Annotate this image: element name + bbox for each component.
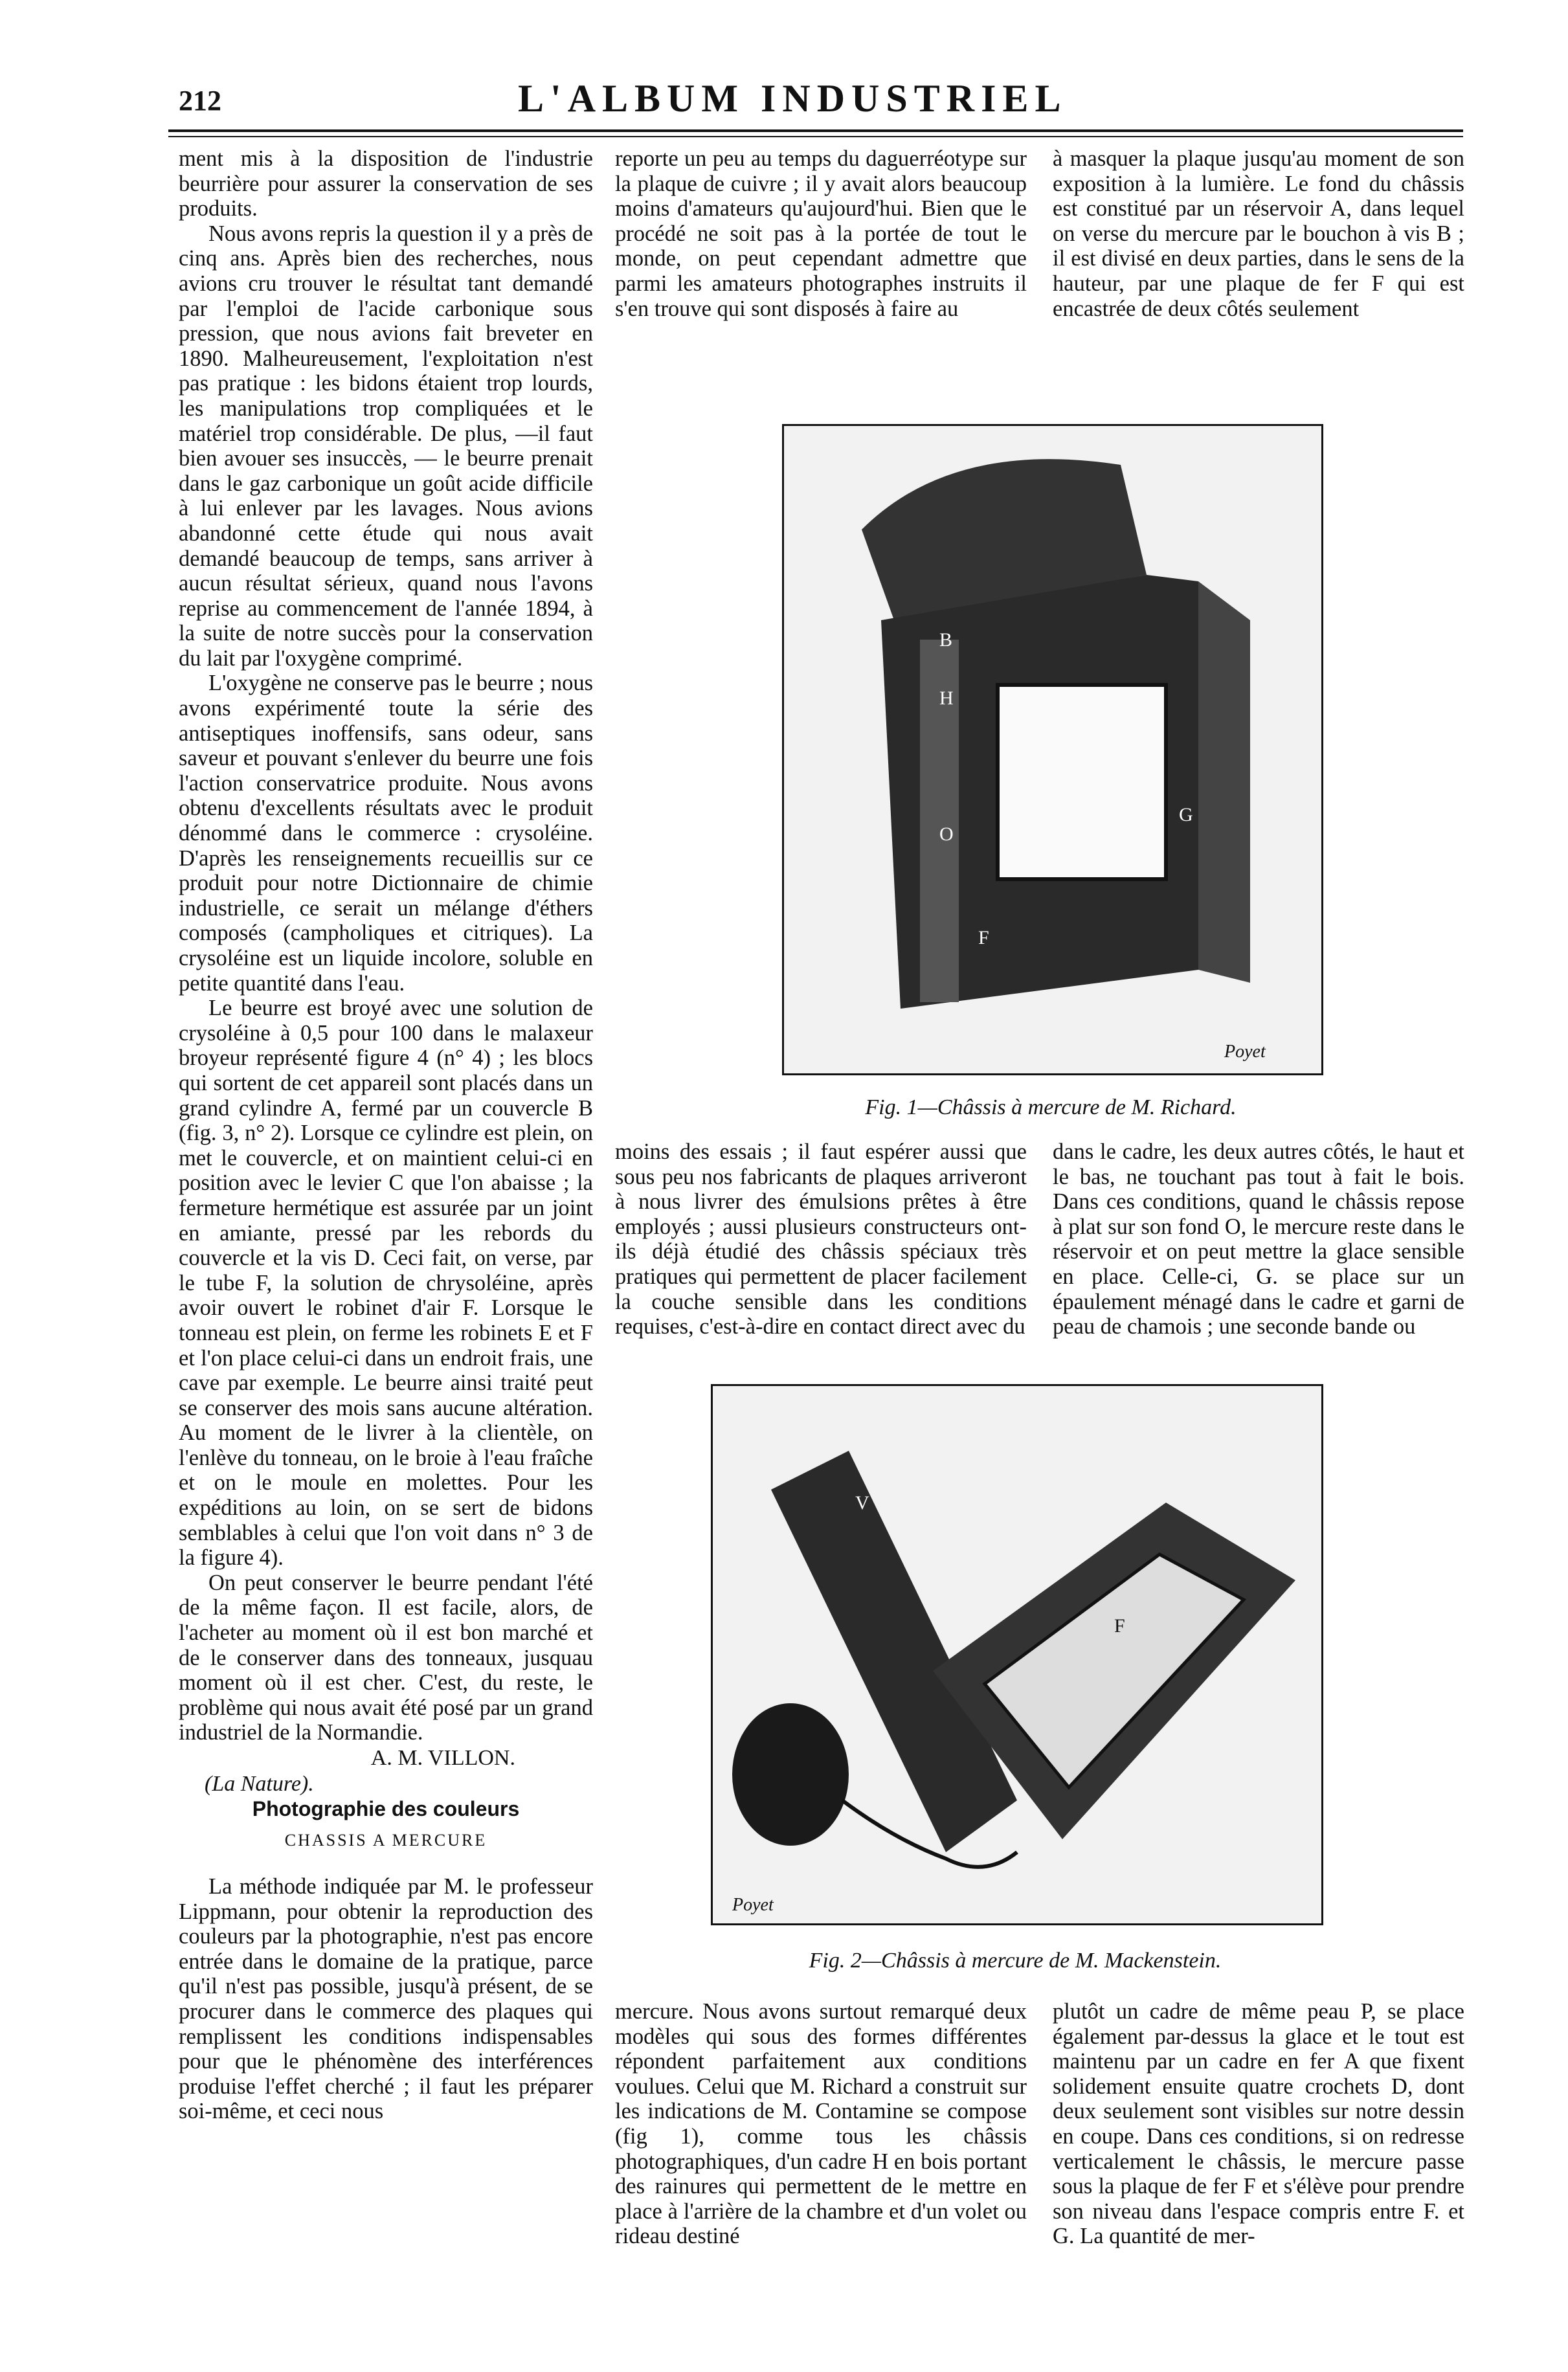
paragraph: Nous avons repris la question il y a près de cinq ans. Après bien des recherches, nous avions cru trouver le résultat tant demandé par l'emploi de l'acide carbonique sous pression, que nous avions fait breveter en 1890. Malheureusement, l'exploitation n'est pas pratique : les bidons étaient trop lourds, les manipulations trop compliquées et le matériel trop considérable. De plus, —il faut bien avouer ses insuccès, — le beurre prenait dans le gaz carbonique un goût acide difficile à lui enlever par les lavages. Nous avions abandonné cette étude qui nous avait demandé beaucoup de temps, sans arriver à aucun résultat sérieux, quand nous l'avons reprise au commencement de l'année 1894, à la suite de notre succès pour la conservation du lait par l'oxygène comprimé. xyxy=(179,221,593,671)
paragraph: On peut conserver le beurre pendant l'été de la même façon. Il est facile, alors, de l'acheter au moment où il est bon marché et de le conserver dans des tonneaux, jusquau moment où il est cher. C'est, du reste, le problème qui nous avait été posé par un grand industriel de la Normandie. xyxy=(179,1570,593,1745)
article-source: (La Nature). xyxy=(205,1772,314,1796)
figure-2-letter-V: V xyxy=(855,1492,869,1514)
figure-1-caption: Fig. 1—Châssis à mercure de M. Richard. xyxy=(865,1095,1237,1119)
paragraph: mercure. Nous avons surtout remarqué deux modèles qui sous des formes différentes répondent parfaitement aux conditions voulues. Celui que M. Richard a construit sur les indications de M. Contamine se compose (fig 1), comme tous les châssis photographiques, d'un cadre H en bois portant des rainures qui permettent de le mettre en place à l'arrière de la chambre et d'un volet ou rideau destiné xyxy=(615,1999,1027,2249)
figure-1-letter-B: B xyxy=(939,629,953,651)
paragraph: plutôt un cadre de même peau P, se place également par-dessus la glace et le tout est maintenu par un cadre en fer A que fixent solidement ensuite quatre crochets D, dont deux seulement sont visibles sur notre dessin en coupe. Dans ces conditions, si on redresse verticalement le châssis, le mercure passe sous la plaque de fer F et s'élève pour prendre son niveau dans l'espace compris entre F. et G. La quantité de mer- xyxy=(1053,1999,1464,2249)
figure-1-signature: Poyet xyxy=(1224,1042,1266,1062)
paragraph: à masquer la plaque jusqu'au moment de son exposition à la lumière. Le fond du châssis est constitué par un réservoir A, dans lequel on verse du mercure par le bouchon à vis B ; il est divisé en deux parties, dans le sens de la hauteur, par une plaque de fer F qui est encastrée de deux côtés seulement xyxy=(1053,146,1464,321)
column-3-bottom xyxy=(1053,1999,1464,2249)
column-2-middle xyxy=(615,1139,1027,1339)
page-number: 212 xyxy=(179,85,221,117)
paragraph: moins des essais ; il faut espérer aussi que sous peu nos fabricants de plaques arriveront à nous livrer des émulsions prêtes à être employés ; aussi plusieurs constructeurs ont-ils déjà étudié des châssis spéciaux très pratiques qui permettent de placer facilement la couche sensible dans les conditions requises, c'est-à-dire en contact direct avec du xyxy=(615,1139,1027,1339)
figure-1-letter-H: H xyxy=(939,688,954,709)
paragraph: reporte un peu au temps du daguerréotype sur la plaque de cuivre ; il y avait alors beaucoup moins d'amateurs qu'aujourd'hui. Bien que le procédé ne soit pas à la portée de tout le monde, on peut cependant admettre que parmi les amateurs photographes instruits il s'en trouve qui sont disposés à faire au xyxy=(615,146,1027,321)
column-3-top xyxy=(1053,146,1464,321)
paragraph: L'oxygène ne conserve pas le beurre ; nous avons expérimenté toute la série des antiseptiques inoffensifs, sans odeur, sans saveur et pouvant s'enlever du beurre une fois l'action conservatrice produite. Nous avons obtenu d'excellents résultats avec le produit dénommé dans le commerce : crysoléine. D'après les renseignements recueillis sur ce produit pour notre Dictionnaire de chimie industrielle, ce serait un mélange d'éthers composés (campholiques et citriques). La crysoléine est un liquide incolore, soluble en petite quantité dans l'eau. xyxy=(179,671,593,996)
paragraph: ment mis à la disposition de l'industrie beurrière pour assurer la conservation de ses produits. xyxy=(179,146,593,221)
figure-1-drawing xyxy=(784,426,1321,1073)
column-3-middle xyxy=(1053,1139,1464,1339)
figure-1-letter-O: O xyxy=(939,823,954,845)
section-subtitle: CHASSIS A MERCURE xyxy=(284,1831,487,1850)
column-2-bottom xyxy=(615,1999,1027,2249)
column-2-top xyxy=(615,146,1027,321)
figure-2-drawing xyxy=(713,1386,1321,1923)
header-rule-thin xyxy=(168,136,1463,137)
figure-2-letter-F: F xyxy=(1114,1615,1125,1637)
column-1 xyxy=(179,146,593,1797)
paragraph: dans le cadre, les deux autres côtés, le haut et le bas, ne touchant pas tout à fait le bois. Dans ces conditions, quand le châssis repose à plat sur son fond O, le mercure reste dans le réservoir et on peut mettre la glace sensible en place. Celle-ci, G. se place sur un épaulement ménagé dans le cadre et garni de peau de chamois ; une seconde bande ou xyxy=(1053,1139,1464,1339)
article-author: A. M. VILLON. xyxy=(370,1746,515,1770)
paragraph: La méthode indiquée par M. le professeur Lippmann, pour obtenir la reproduction des couleurs par la photographie, n'est pas encore entrée dans le domaine de la pratique, parce qu'il n'est pas possible, jusqu'à présent, de se procurer dans le commerce des plaques qui remplissent les conditions indispensables pour que le phénomène des interférences produise l'effet cherché ; il faut les préparer soi-même, et ceci nous xyxy=(179,1874,593,2124)
figure-2-engraving xyxy=(711,1384,1323,1925)
paragraph: Le beurre est broyé avec une solution de crysoléine à 0,5 pour 100 dans le malaxeur broyeur représenté figure 4 (n° 4) ; les blocs qui sortent de cet appareil sont placés dans un grand cylindre A, fermé par un couvercle B (fig. 3, n° 2). Lorsque ce cylindre est plein, on met le couvercle, et on maintient celui-ci en position avec le levier C que l'on abaisse ; la fermeture hermétique est assurée par un joint en amiante, pressé par les rebords du couvercle et la vis D. Ceci fait, on verse, par le tube F, la solution de chrysoléine, après avoir ouvert le robinet d'air F. Lorsque le tonneau est plein, on ferme les robinets E et F et l'on place celui-ci dans un endroit frais, une cave par exemple. Le beurre ainsi traité peut se conserver des mois sans aucune altération. Au moment de le livrer à la clientèle, on l'enlève du tonneau, on le broie à l'eau fraîche et on le moule en molettes. Pour les expéditions au loin, on se sert de bidons semblables à celui que l'on voit dans n° 3 de la figure 4). xyxy=(179,996,593,1571)
column-1-article xyxy=(179,1874,593,2124)
figure-2-signature: Poyet xyxy=(732,1895,774,1915)
figure-1-engraving xyxy=(782,424,1323,1075)
figure-1-letter-G: G xyxy=(1179,804,1193,825)
header-rule xyxy=(168,129,1463,132)
section-title: Photographie des couleurs xyxy=(252,1797,520,1820)
running-title: L'ALBUM INDUSTRIEL xyxy=(518,77,1068,120)
figure-2-caption: Fig. 2—Châssis à mercure de M. Mackenstein. xyxy=(809,1949,1222,1973)
figure-1-letter-F: F xyxy=(978,927,989,948)
